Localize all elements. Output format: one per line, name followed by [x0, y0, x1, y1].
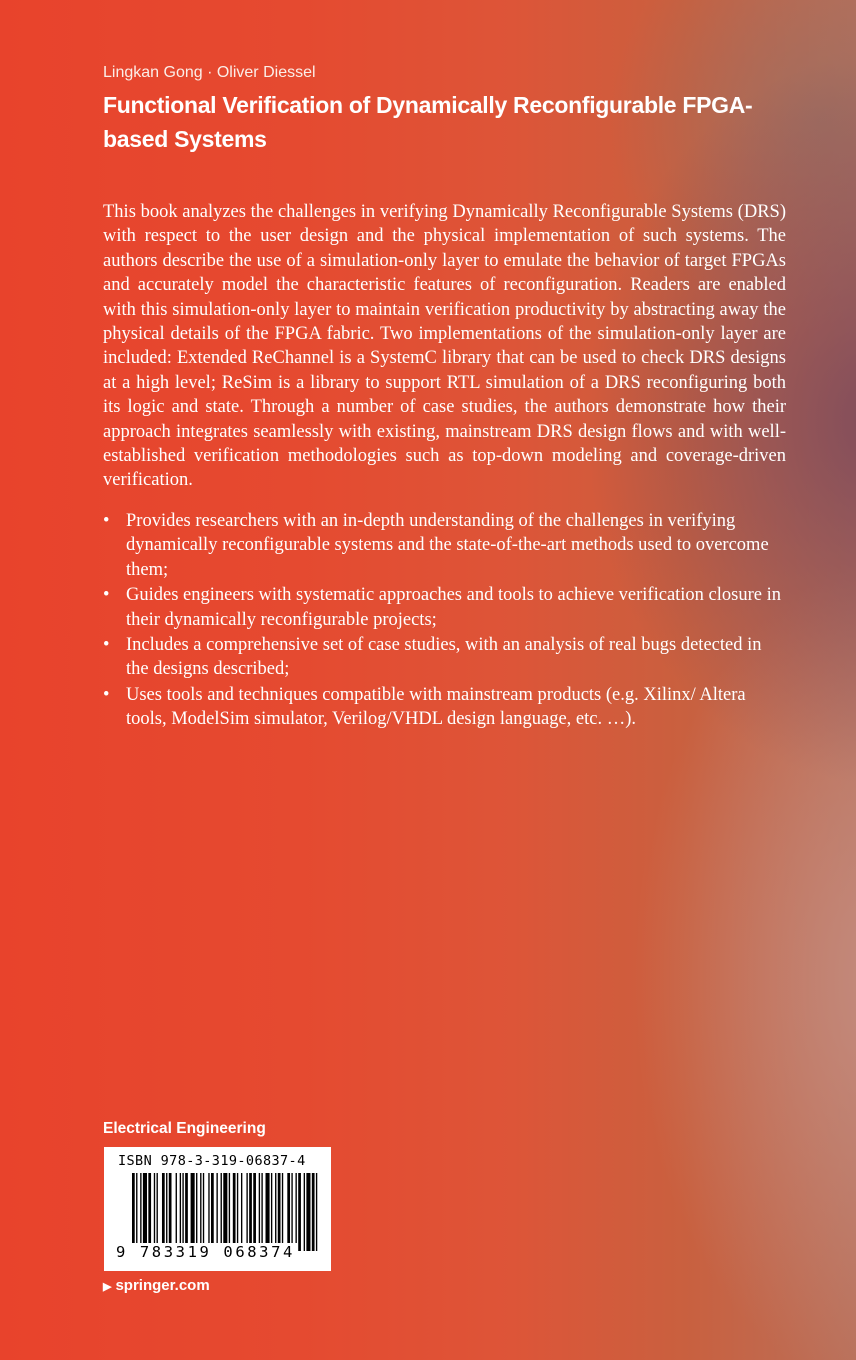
barcode-bar	[287, 1173, 290, 1251]
feature-item	[103, 633, 786, 682]
barcode-bar	[221, 1173, 222, 1251]
barcode-bar	[304, 1173, 305, 1251]
arrow-icon: ▶	[103, 1281, 112, 1293]
isbn-barcode	[104, 1147, 331, 1271]
barcode-bars	[132, 1173, 320, 1251]
barcode-bar	[271, 1173, 272, 1251]
feature-text: Includes a comprehensive set of case studies, with an analysis of real bugs detected in the designs described;	[126, 635, 762, 680]
feature-text: Guides engineers with systematic approaches and tools to achieve verification closure in their dynamically reconfigurable projects;	[126, 585, 781, 630]
barcode-bar	[312, 1173, 315, 1251]
barcode-bar	[261, 1173, 262, 1251]
barcode-bar	[316, 1173, 317, 1251]
barcode-bar	[266, 1173, 270, 1251]
barcode-bar	[306, 1173, 310, 1251]
barcode-bar	[241, 1173, 242, 1251]
barcode-bar	[157, 1173, 158, 1251]
barcode-bar	[166, 1173, 167, 1251]
barcode-bar	[295, 1173, 296, 1251]
barcode-bar	[246, 1173, 247, 1251]
barcode-bar	[216, 1173, 217, 1251]
feature-text: Provides researchers with an in-depth understanding of the challenges in verifying dynamically reconfigurable systems and the state-of-the-art methods used to overcome them;	[126, 511, 769, 580]
barcode-bar	[211, 1173, 214, 1251]
isbn-label: ISBN 978-3-319-06837-4	[118, 1153, 306, 1169]
barcode-bar	[148, 1173, 151, 1251]
barcode-bar	[180, 1173, 181, 1251]
barcode-bar	[291, 1173, 292, 1251]
bullet-icon: •	[103, 585, 110, 606]
barcode-bar	[185, 1173, 188, 1251]
website-label: springer.com	[115, 1277, 210, 1294]
barcode-bar	[253, 1173, 256, 1251]
barcode-bar	[182, 1173, 183, 1251]
barcode-bar	[176, 1173, 177, 1251]
barcode-bar	[237, 1173, 238, 1251]
barcode-bar	[132, 1173, 135, 1251]
barcode-bar	[278, 1173, 281, 1251]
barcode-bar	[229, 1173, 230, 1251]
barcode-digits: 9 783319 068374	[116, 1243, 295, 1261]
barcode-bar	[203, 1173, 204, 1251]
barcode-bar	[275, 1173, 276, 1251]
publisher-website[interactable]	[103, 1277, 210, 1294]
bullet-icon: •	[103, 635, 110, 656]
barcode-bar	[196, 1173, 197, 1251]
barcode-bar	[154, 1173, 155, 1251]
book-abstract: This book analyzes the challenges in verifying Dynamically Reconfigurable Systems (DRS) with respect to the user design and the physical implementation of such systems. The authors describe the use of a simulation-only layer to emulate the behavior of target FPGAs and accurately model the characteristic features of reconfiguration. Readers are enabled with this simulation-only layer to maintain verification productivity by abstracting away the physical details of the FPGA fabric. Two implementations of the simulation-only layer are included: Extended ReChannel is a SystemC library that can be used to check DRS designs at a high level; ReSim is a library to support RTL simulation of a DRS reconfiguring both its logic and state. Through a number of case studies, the authors demonstrate how their approach integrates seamlessly with existing, mainstream DRS design flows and with well-established verification methodologies such as top-down modeling and coverage-driven verification.	[103, 202, 786, 491]
barcode-bar	[282, 1173, 283, 1251]
barcode-bar	[200, 1173, 201, 1251]
barcode-bar	[143, 1173, 147, 1251]
barcode-bar	[298, 1173, 301, 1251]
barcode-bar	[208, 1173, 209, 1251]
subject-category: Electrical Engineering	[103, 1120, 266, 1137]
feature-item	[103, 583, 786, 632]
bullet-icon: •	[103, 684, 110, 705]
book-title: Functional Verification of Dynamically Reconfigurable FPGA-based Systems	[103, 92, 753, 152]
barcode-bar	[249, 1173, 252, 1251]
feature-list	[103, 509, 786, 733]
barcode-bar	[136, 1173, 137, 1251]
barcode-bar	[191, 1173, 195, 1251]
barcode-bar	[169, 1173, 172, 1251]
feature-item	[103, 683, 786, 732]
feature-item	[103, 509, 786, 582]
authors: Lingkan Gong · Oliver Diessel	[103, 64, 316, 81]
barcode-bar	[140, 1173, 141, 1251]
barcode-bar	[223, 1173, 227, 1251]
bullet-icon: •	[103, 511, 110, 531]
barcode-bar	[233, 1173, 236, 1251]
feature-text: Uses tools and techniques compatible with mainstream products (e.g. Xilinx/ Altera tools, ModelSim simulator, Verilog/VHDL design language, etc. …).	[126, 684, 746, 730]
barcode-bar	[259, 1173, 260, 1251]
barcode-bar	[162, 1173, 165, 1251]
